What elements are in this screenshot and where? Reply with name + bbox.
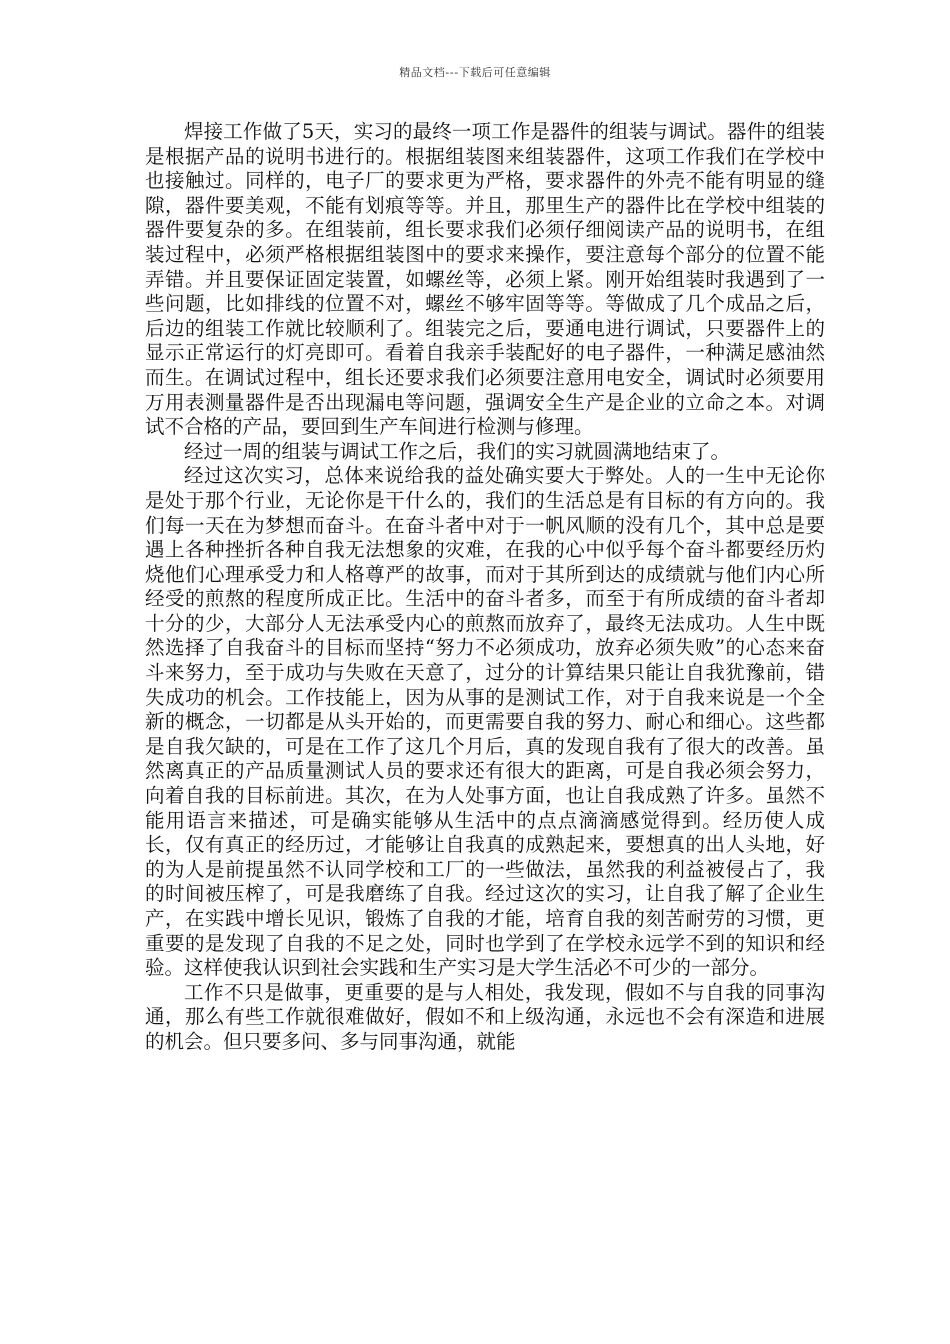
document-body	[145, 120, 825, 1055]
paragraph-assembly-testing: 焊接工作做了5天，实习的最终一项工作是器件的组装与调试。器件的组装是根据产品的说明书进行的。根据组装图来组装器件，这项工作我们在学校中也接触过。同样的，电子厂的要求更为严格，要求器件的外壳不能有明显的缝隙，器件要美观，不能有划痕等等。并且，那里生产的器件比在学校中组装的器件要复杂的多。在组装前，组长要求我们必须仔细阅读产品的说明书，在组装过程中，必须严格根据组装图中的要求来操作，要注意每个部分的位置不能弄错。并且要保证固定装置，如螺丝等，必须上紧。刚开始组装时我遇到了一些问题，比如排线的位置不对，螺丝不够牢固等等。等做成了几个成品之后，后边的组装工作就比较顺利了。组装完之后，要通电进行调试，只要器件上的显示正常运行的灯亮即可。看着自我亲手装配好的电子器件，一种满足感油然而生。在调试过程中，组长还要求我们必须要注意用电安全，调试时必须要用万用表测量器件是否出现漏电等问题，强调安全生产是企业的立命之本。对调试不合格的产品，要回到生产车间进行检测与修理。	[145, 120, 825, 439]
paragraph-reflection: 经过这次实习，总体来说给我的益处确实要大于弊处。人的一生中无论你是处于那个行业，无论你是干什么的，我们的生活总是有目标的有方向的。我们每一天在为梦想而奋斗。在奋斗者中对于一帆风顺的没有几个，其中总是要遇上各种挫折各种自我无法想象的灾难，在我的心中似乎每个奋斗都要经历灼烧他们心理承受力和人格尊严的故事，而对于其所到达的成绩就与他们内心所经受的煎熬的程度所成正比。生活中的奋斗者多，而至于有所成绩的奋斗者却十分的少，大部分人无法承受内心的煎熬而放弃了，最终无法成功。人生中既然选择了自我奋斗的目标而坚持“努力不必须成功，放弃必须失败”的心态来奋斗来努力，至于成功与失败在天意了，过分的计算结果只能让自我犹豫前，错失成功的机会。工作技能上，因为从事的是测试工作，对于自我来说是一个全新的概念，一切都是从头开始的，而更需要自我的努力、耐心和细心。这些都是自我欠缺的，可是在工作了这几个月后，真的发现自我有了很大的改善。虽然离真正的产品质量测试人员的要求还有很大的距离，可是自我必须会努力，向着自我的目标前进。其次，在为人处事方面，也让自我成熟了许多。虽然不能用语言来描述，可是确实能够从生活中的点点滴滴感觉得到。经历使人成长，仅有真正的经历过，才能够让自我真的成熟起来，要想真的出人头地，好的为人是前提虽然不认同学校和工厂的一些做法，虽然我的利益被侵占了，我的时间被压榨了，可是我磨练了自我。经过这次的实习，让自我了解了企业生产，在实践中增长见识，锻炼了自我的才能，培育自我的刻苦耐劳的习惯，更重要的是发现了自我的不足之处，同时也学到了在学校永远学不到的知识和经验。这样使我认识到社会实践和生产实习是大学生活必不可少的一部分。	[145, 464, 825, 980]
paragraph-communication: 工作不只是做事，更重要的是与人相处，我发现，假如不与自我的同事沟通，那么有些工作就很难做好，假如不和上级沟通，永远也不会有深造和进展的机会。但只要多问、多与同事沟通，就能	[145, 980, 825, 1053]
page-header: 精品文档---下载后可任意编辑	[399, 66, 551, 79]
paragraph-internship-end: 经过一周的组装与调试工作之后，我们的实习就圆满地结束了。	[184, 439, 731, 463]
